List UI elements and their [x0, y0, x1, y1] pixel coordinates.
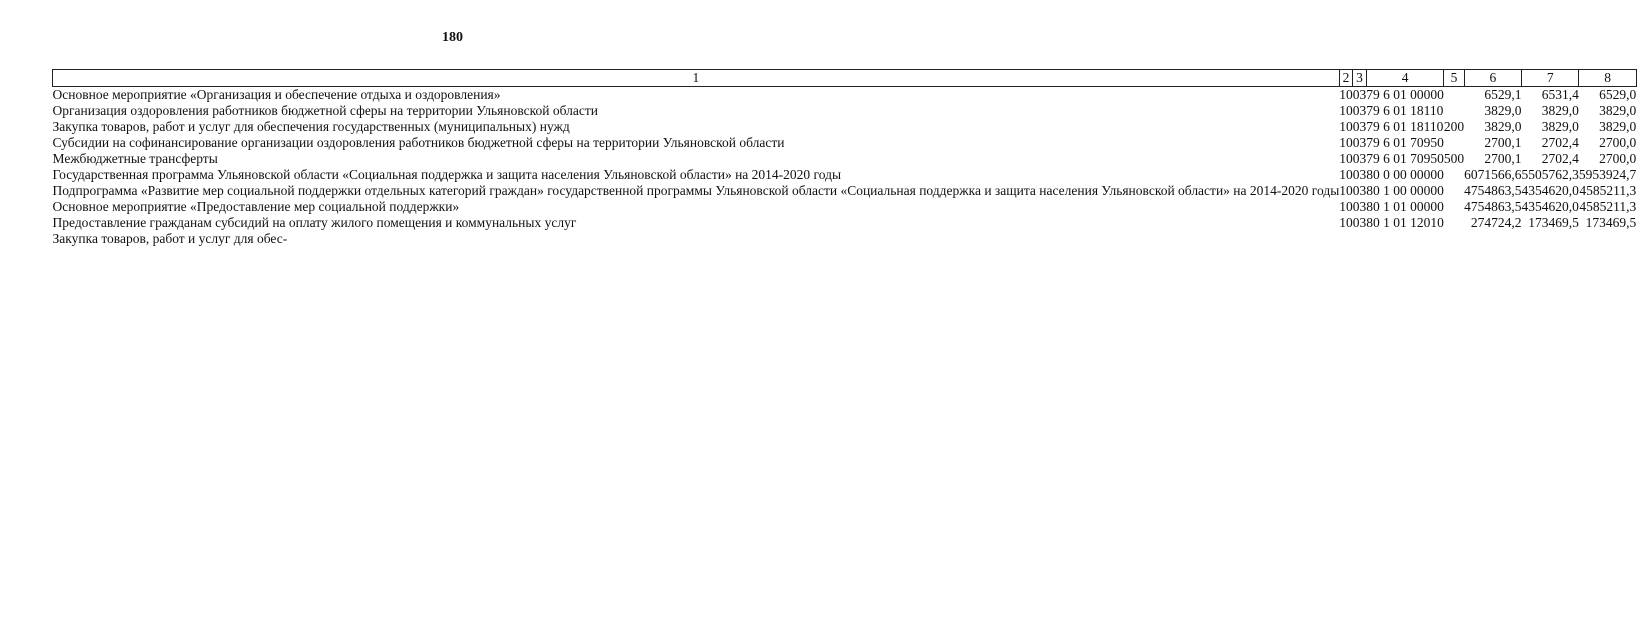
row-section: 10 — [1339, 119, 1353, 134]
row-value-col6: 274724,2 — [1470, 215, 1522, 230]
row-value-col8: 173469,5 — [1585, 215, 1637, 230]
row-value-col7: 4354620,0 — [1521, 199, 1579, 214]
table-row — [53, 183, 1637, 199]
row-target-code: 79 6 01 18110 — [1366, 103, 1444, 118]
row-expense-type — [1444, 167, 1464, 183]
row-target-code: 79 6 01 70950 — [1366, 135, 1444, 150]
row-value-col7: 6531,4 — [1541, 87, 1579, 102]
table-header-row — [53, 70, 1637, 87]
row-target-code: 79 6 01 00000 — [1366, 87, 1444, 102]
row-subsection: 03 — [1352, 135, 1367, 150]
row-target-code: 80 0 00 00000 — [1366, 167, 1444, 182]
header-col-8: 8 — [1579, 70, 1636, 87]
table-row — [53, 87, 1637, 104]
table-row — [53, 119, 1637, 135]
row-section: 10 — [1339, 199, 1353, 214]
row-subsection: 03 — [1352, 87, 1367, 102]
header-col-6: 6 — [1464, 70, 1521, 87]
row-name-partial: Закупка товаров, работ и услуг для обес- — [52, 231, 288, 246]
row-section: 10 — [1339, 167, 1353, 182]
row-subsection: 03 — [1352, 151, 1367, 166]
row-value-col6: 4754863,5 — [1464, 199, 1522, 214]
row-expense-type — [1444, 183, 1464, 199]
table-row — [53, 151, 1637, 167]
row-value-col7: 4354620,0 — [1521, 183, 1579, 198]
header-col-4: 4 — [1366, 70, 1444, 87]
row-section: 10 — [1339, 183, 1353, 198]
budget-table — [52, 69, 1637, 247]
table-row — [53, 215, 1637, 231]
table-row-partial — [53, 231, 1637, 247]
row-name: Межбюджетные трансферты — [52, 151, 218, 166]
row-value-col6: 3829,0 — [1484, 103, 1522, 118]
row-target-code: 80 1 00 00000 — [1366, 183, 1444, 198]
row-target-code: 79 6 01 70950 — [1366, 151, 1444, 166]
table-row — [53, 135, 1637, 151]
row-target-code: 79 6 01 18110 — [1366, 119, 1444, 134]
row-value-col8: 4585211,3 — [1579, 183, 1637, 198]
header-col-7: 7 — [1522, 70, 1579, 87]
row-subsection: 03 — [1352, 183, 1367, 198]
row-section: 10 — [1339, 87, 1353, 102]
row-subsection: 03 — [1352, 103, 1367, 118]
row-expense-type — [1444, 103, 1464, 119]
header-col-2: 2 — [1339, 70, 1353, 87]
row-section: 10 — [1339, 135, 1353, 150]
row-value-col8: 6529,0 — [1599, 87, 1637, 102]
row-expense-type — [1444, 199, 1464, 215]
row-name: Закупка товаров, работ и услуг для обеспечения государственных (муниципальных) нужд — [52, 119, 570, 134]
row-value-col8: 3829,0 — [1599, 103, 1637, 118]
row-value-col6: 6071566,6 — [1464, 167, 1522, 182]
row-target-code: 80 1 01 00000 — [1366, 199, 1444, 214]
row-expense-type: 500 — [1443, 151, 1465, 166]
row-expense-type: 200 — [1443, 119, 1465, 134]
row-subsection: 03 — [1352, 199, 1367, 214]
row-value-col7: 3829,0 — [1541, 119, 1579, 134]
row-value-col6: 4754863,5 — [1464, 183, 1522, 198]
row-value-col7: 173469,5 — [1528, 215, 1579, 230]
row-name: Основное мероприятие «Организация и обеспечение отдыха и оздоровления» — [52, 87, 501, 102]
table-row — [53, 199, 1637, 215]
row-section: 10 — [1339, 151, 1353, 166]
header-col-1: 1 — [53, 70, 1340, 87]
row-subsection: 03 — [1352, 215, 1367, 230]
row-value-col6: 2700,1 — [1484, 151, 1522, 166]
table-row — [53, 103, 1637, 119]
row-subsection: 03 — [1352, 167, 1367, 182]
row-expense-type — [1444, 87, 1464, 104]
row-value-col7: 5505762,3 — [1521, 167, 1579, 182]
row-value-col8: 2700,0 — [1599, 151, 1637, 166]
row-value-col8: 4585211,3 — [1579, 199, 1637, 214]
row-value-col8: 2700,0 — [1599, 135, 1637, 150]
row-name: Предоставление гражданам субсидий на оплату жилого помещения и коммунальных услуг — [52, 215, 577, 230]
page-number: 180 — [442, 30, 463, 45]
row-section: 10 — [1339, 103, 1353, 118]
row-name: Организация оздоровления работников бюджетной сферы на территории Ульяновской области — [52, 103, 599, 118]
row-name: Государственная программа Ульяновской области «Социальная поддержка и защита населения Ульяновской области» на 2014-2020 годы — [52, 167, 842, 182]
row-value-col6: 6529,1 — [1484, 87, 1522, 102]
table-row — [53, 167, 1637, 183]
row-value-col8: 5953924,7 — [1578, 167, 1637, 182]
row-expense-type — [1444, 135, 1464, 151]
header-col-3: 3 — [1353, 70, 1367, 87]
row-value-col7: 2702,4 — [1541, 151, 1579, 166]
row-name: Подпрограмма «Развитие мер социальной поддержки отдельных категорий граждан» государственной программы Ульяновской области «Социальная поддержка и защита населения Ульяновской области» на 2014-2020 годы — [52, 183, 1340, 198]
row-target-code: 80 1 01 12010 — [1366, 215, 1444, 230]
row-value-col7: 2702,4 — [1541, 135, 1579, 150]
row-value-col6: 2700,1 — [1484, 135, 1522, 150]
row-subsection: 03 — [1352, 119, 1367, 134]
row-name: Субсидии на софинансирование организации оздоровления работников бюджетной сферы на территории Ульяновской области — [52, 135, 785, 150]
row-value-col7: 3829,0 — [1541, 103, 1579, 118]
row-section: 10 — [1339, 215, 1353, 230]
row-value-col6: 3829,0 — [1484, 119, 1522, 134]
row-name: Основное мероприятие «Предоставление мер социальной поддержки» — [52, 199, 460, 214]
row-value-col8: 3829,0 — [1599, 119, 1637, 134]
row-expense-type — [1444, 215, 1464, 231]
header-col-5: 5 — [1444, 70, 1464, 87]
